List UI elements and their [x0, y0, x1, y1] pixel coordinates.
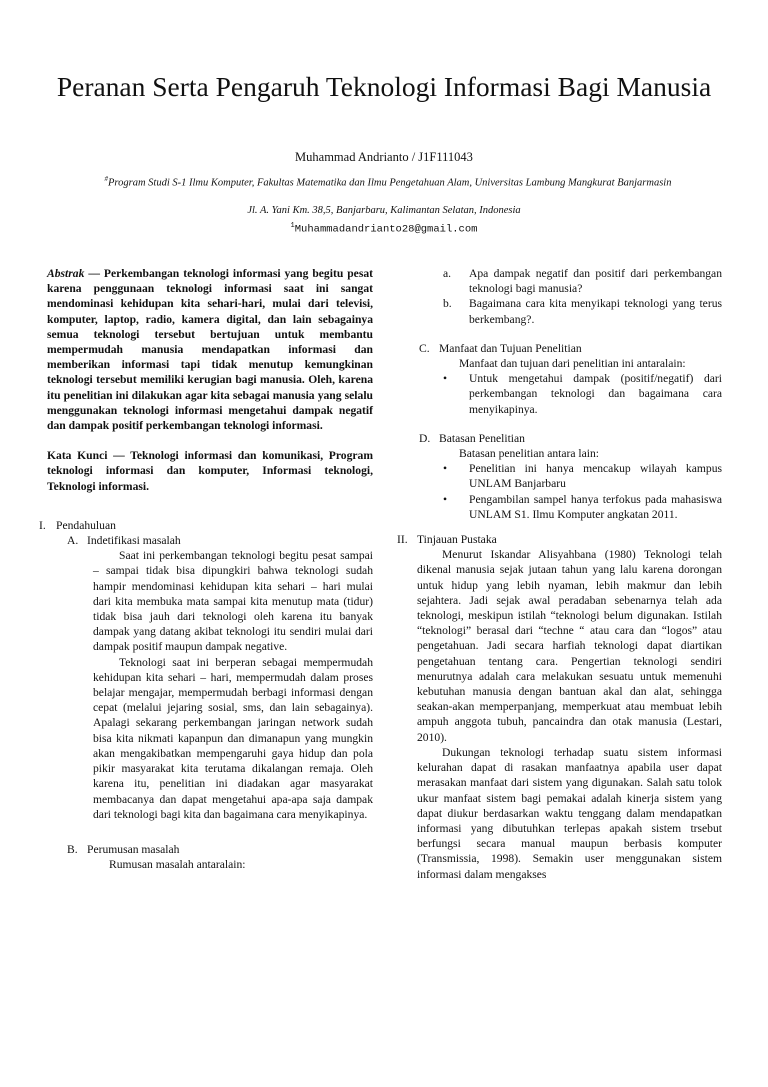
keywords: Kata Kunci — Teknologi informasi dan komunikasi, Program teknologi informasi dan komputer, Informasi teknologi, Teknologi informasi. — [47, 449, 373, 493]
right-column — [397, 266, 722, 882]
email — [0, 222, 768, 236]
bullet-icon: • — [443, 372, 448, 386]
paragraph: Dukungan teknologi terhadap suatu sistem informasi kelurahan dapat di rasakan manfaatnya apabila user dapat merasakan manfaat dari sistem yang digunakan. Salah satu tolok ukur manfaat sistem bagi pemakai adalah kinerja sistem yang dapat diukur berdasarkan waktu tenggang dalam mendapatkan informasi yang dibutuhkan terlepas apakah sistem trsebut berfungsi secara manual maupun berbasis komputer (Transmissia, 1998). Semakin user menggunakan sistem informasi dalam mengakses — [417, 745, 722, 881]
subsection-number: A. — [67, 534, 79, 548]
subsection-title: Indetifikasi masalah — [87, 534, 181, 548]
section-heading — [397, 532, 722, 547]
address: Jl. A. Yani Km. 38,5, Banjarbaru, Kalimantan Selatan, Indonesia — [247, 205, 521, 216]
paragraph: Saat ini perkembangan teknologi begitu pesat sampai – sampai tidak bisa dipungkiri bahwa teknologi sudah hampir mendominasi kehidupan kita sehari – hari mulai dari kita membuka mata sampai kita menutup mata (tidur) tidak bisa jauh dari teknologi oleh karena itu banyak dampak yang datang akibat teknologi itu sendiri mulai dari dampak positif maupun dampak negative. — [93, 549, 373, 654]
section-tinjauan-pustaka — [397, 532, 722, 882]
affiliation — [70, 171, 706, 192]
abstract-text: — Perkembangan teknologi informasi yang begitu pesat karena penggunaan teknologi informasi saat ini sangat mendominasi kehidupan kita sehari-hari, mulai dari televisi, komputer, laptop, radio, kamera digital, dan lain sebagainya semua teknologi tersebut bertujuan untuk membantu mempermudah manusia mendapatkan informasi dan memberikan informasi tapi tidak menutup kemungkinan teknologi tersebut memiliki kerugian bagi manusia. Oleh, karena itu penelitian ini dilakukan agar kita sebagai manusia yang selalu menggunakan teknologi informasi mengetahui dampak negatif dan dampak positif perkembangan teknologi informasi. — [47, 267, 373, 433]
list-label: a. — [443, 267, 452, 280]
affiliation-mark: # — [104, 175, 109, 183]
subsection-intro: Manfaat dan tujuan dari penelitian ini antaralain: — [459, 357, 686, 371]
section-pendahuluan — [39, 518, 373, 872]
left-column — [39, 266, 373, 872]
affiliation-text: Program Studi S-1 Ilmu Komputer, Fakultas Matematika dan Ilmu Pengetahuan Alam, Universitas Lambung Mangkurat Banjarmasin — [108, 177, 672, 189]
subsection-body — [93, 548, 373, 822]
bullet-text: Untuk mengetahui dampak (positif/negatif) dari perkembangan teknologi dan bagaimana cara menyikapinya. — [469, 372, 722, 416]
section-title: Tinjauan Pustaka — [417, 533, 497, 547]
subsection-c — [397, 341, 722, 417]
paragraph: Teknologi saat ini berperan sebagai mempermudah kehidupan kita sehari – hari, mempermudah dalam proses belajar mengajar, mempermudah berbagi informasi dengan cepat (melalui jejaring sosial, sms, dan lain sebagainya). Apalagi sekarang perkembangan jaringan network sudah bisa kita nikmati kapanpun dan dimanapun yang mungkin akan mengakibatkan mempengaruhi gaya hidup dan pola pikir masyarakat kita terutama dikalangan remaja. Oleh karena itu, penelitian ini diadakan agar masyarakat membacanya dan dapat mengetahui apa-apa saja dampak dari teknologi bagi kita dan bagaimana cara menyikapinya. — [93, 655, 373, 821]
subsection-title: Perumusan masalah — [87, 842, 180, 856]
section-number: I. — [39, 518, 46, 532]
bullet-item — [443, 461, 722, 491]
section-number: II. — [397, 533, 408, 547]
email-mark: 1 — [290, 222, 295, 230]
bullet-text: Pengambilan sampel hanya terfokus pada mahasiswa UNLAM S1. Ilmu Komputer angkatan 2011. — [469, 492, 722, 521]
bullet-text: Penelitian ini hanya mencakup wilayah kampus UNLAM Banjarbaru — [469, 462, 722, 491]
list-text: Apa dampak negatif dan positif dari perkembangan teknologi bagi manusia? — [469, 267, 722, 296]
bullet-item — [443, 371, 722, 417]
subsection-title: Manfaat dan Tujuan Penelitian — [439, 341, 582, 355]
section-body — [417, 547, 722, 881]
bullet-item — [443, 492, 722, 522]
paragraph: Menurut Iskandar Alisyahbana (1980) Teknologi telah dikenal manusia sejak jutaan tahun yang lalu karena dorongan untuk hidup yang lebih nyaman, lebih makmur dan lebih sejahtera. Jadi sejak awal peradaban sebenarnya telah ada teknologi, meskipun istilah “teknologi belum digunakan. Istilah “teknologi” berasal dari “techne “ atau cara dan “logos” atau pengetahuan. Jadi secara harfiah teknologi dapat diartikan pengetahuan tentang cara. Pengertian teknologi sendiri menurutnya adalah cara melakukan sesuatu untuk memenuhi kebutuhan manusia dengan bantuan akal dan alat, sehingga seakan-akan memperpanjang, memperkuat atau membuat lebih ampuh anggota tubuh, pancaindra dan otak manusia (Lestari, 2010). — [417, 548, 722, 744]
bullet-icon: • — [443, 492, 448, 506]
subsection-intro: Batasan penelitian antara lain: — [459, 447, 600, 461]
abstract — [47, 266, 373, 433]
subsection-heading — [67, 842, 373, 857]
abstract-label: Abstrak — [47, 267, 85, 280]
subsection-number: C. — [419, 341, 430, 355]
subsection-heading — [67, 533, 373, 548]
section-title: Pendahuluan — [56, 518, 116, 532]
subsection-heading — [419, 431, 722, 446]
list-item — [443, 296, 722, 326]
subsection-d — [397, 431, 722, 522]
bullet-icon: • — [443, 462, 448, 476]
list-item — [443, 266, 722, 296]
paper-title: Peranan Serta Pengaruh Teknologi Informasi Bagi Manusia — [56, 71, 712, 102]
subsection-intro: Rumusan masalah antaralain: — [109, 858, 246, 872]
subsection-heading — [419, 341, 722, 356]
subsection-title: Batasan Penelitian — [439, 431, 525, 445]
problem-list — [443, 266, 722, 327]
subsection-number: D. — [419, 431, 431, 445]
subsection-number: B. — [67, 842, 78, 856]
author-line: Muhammad Andrianto / J1F111043 — [295, 150, 473, 164]
section-heading — [39, 518, 373, 533]
list-text: Bagaimana cara kita menyikapi teknologi yang terus berkembang?. — [469, 297, 722, 326]
email-address: Muhammadandrianto28@gmail.com — [294, 223, 478, 236]
list-label: b. — [443, 297, 452, 311]
